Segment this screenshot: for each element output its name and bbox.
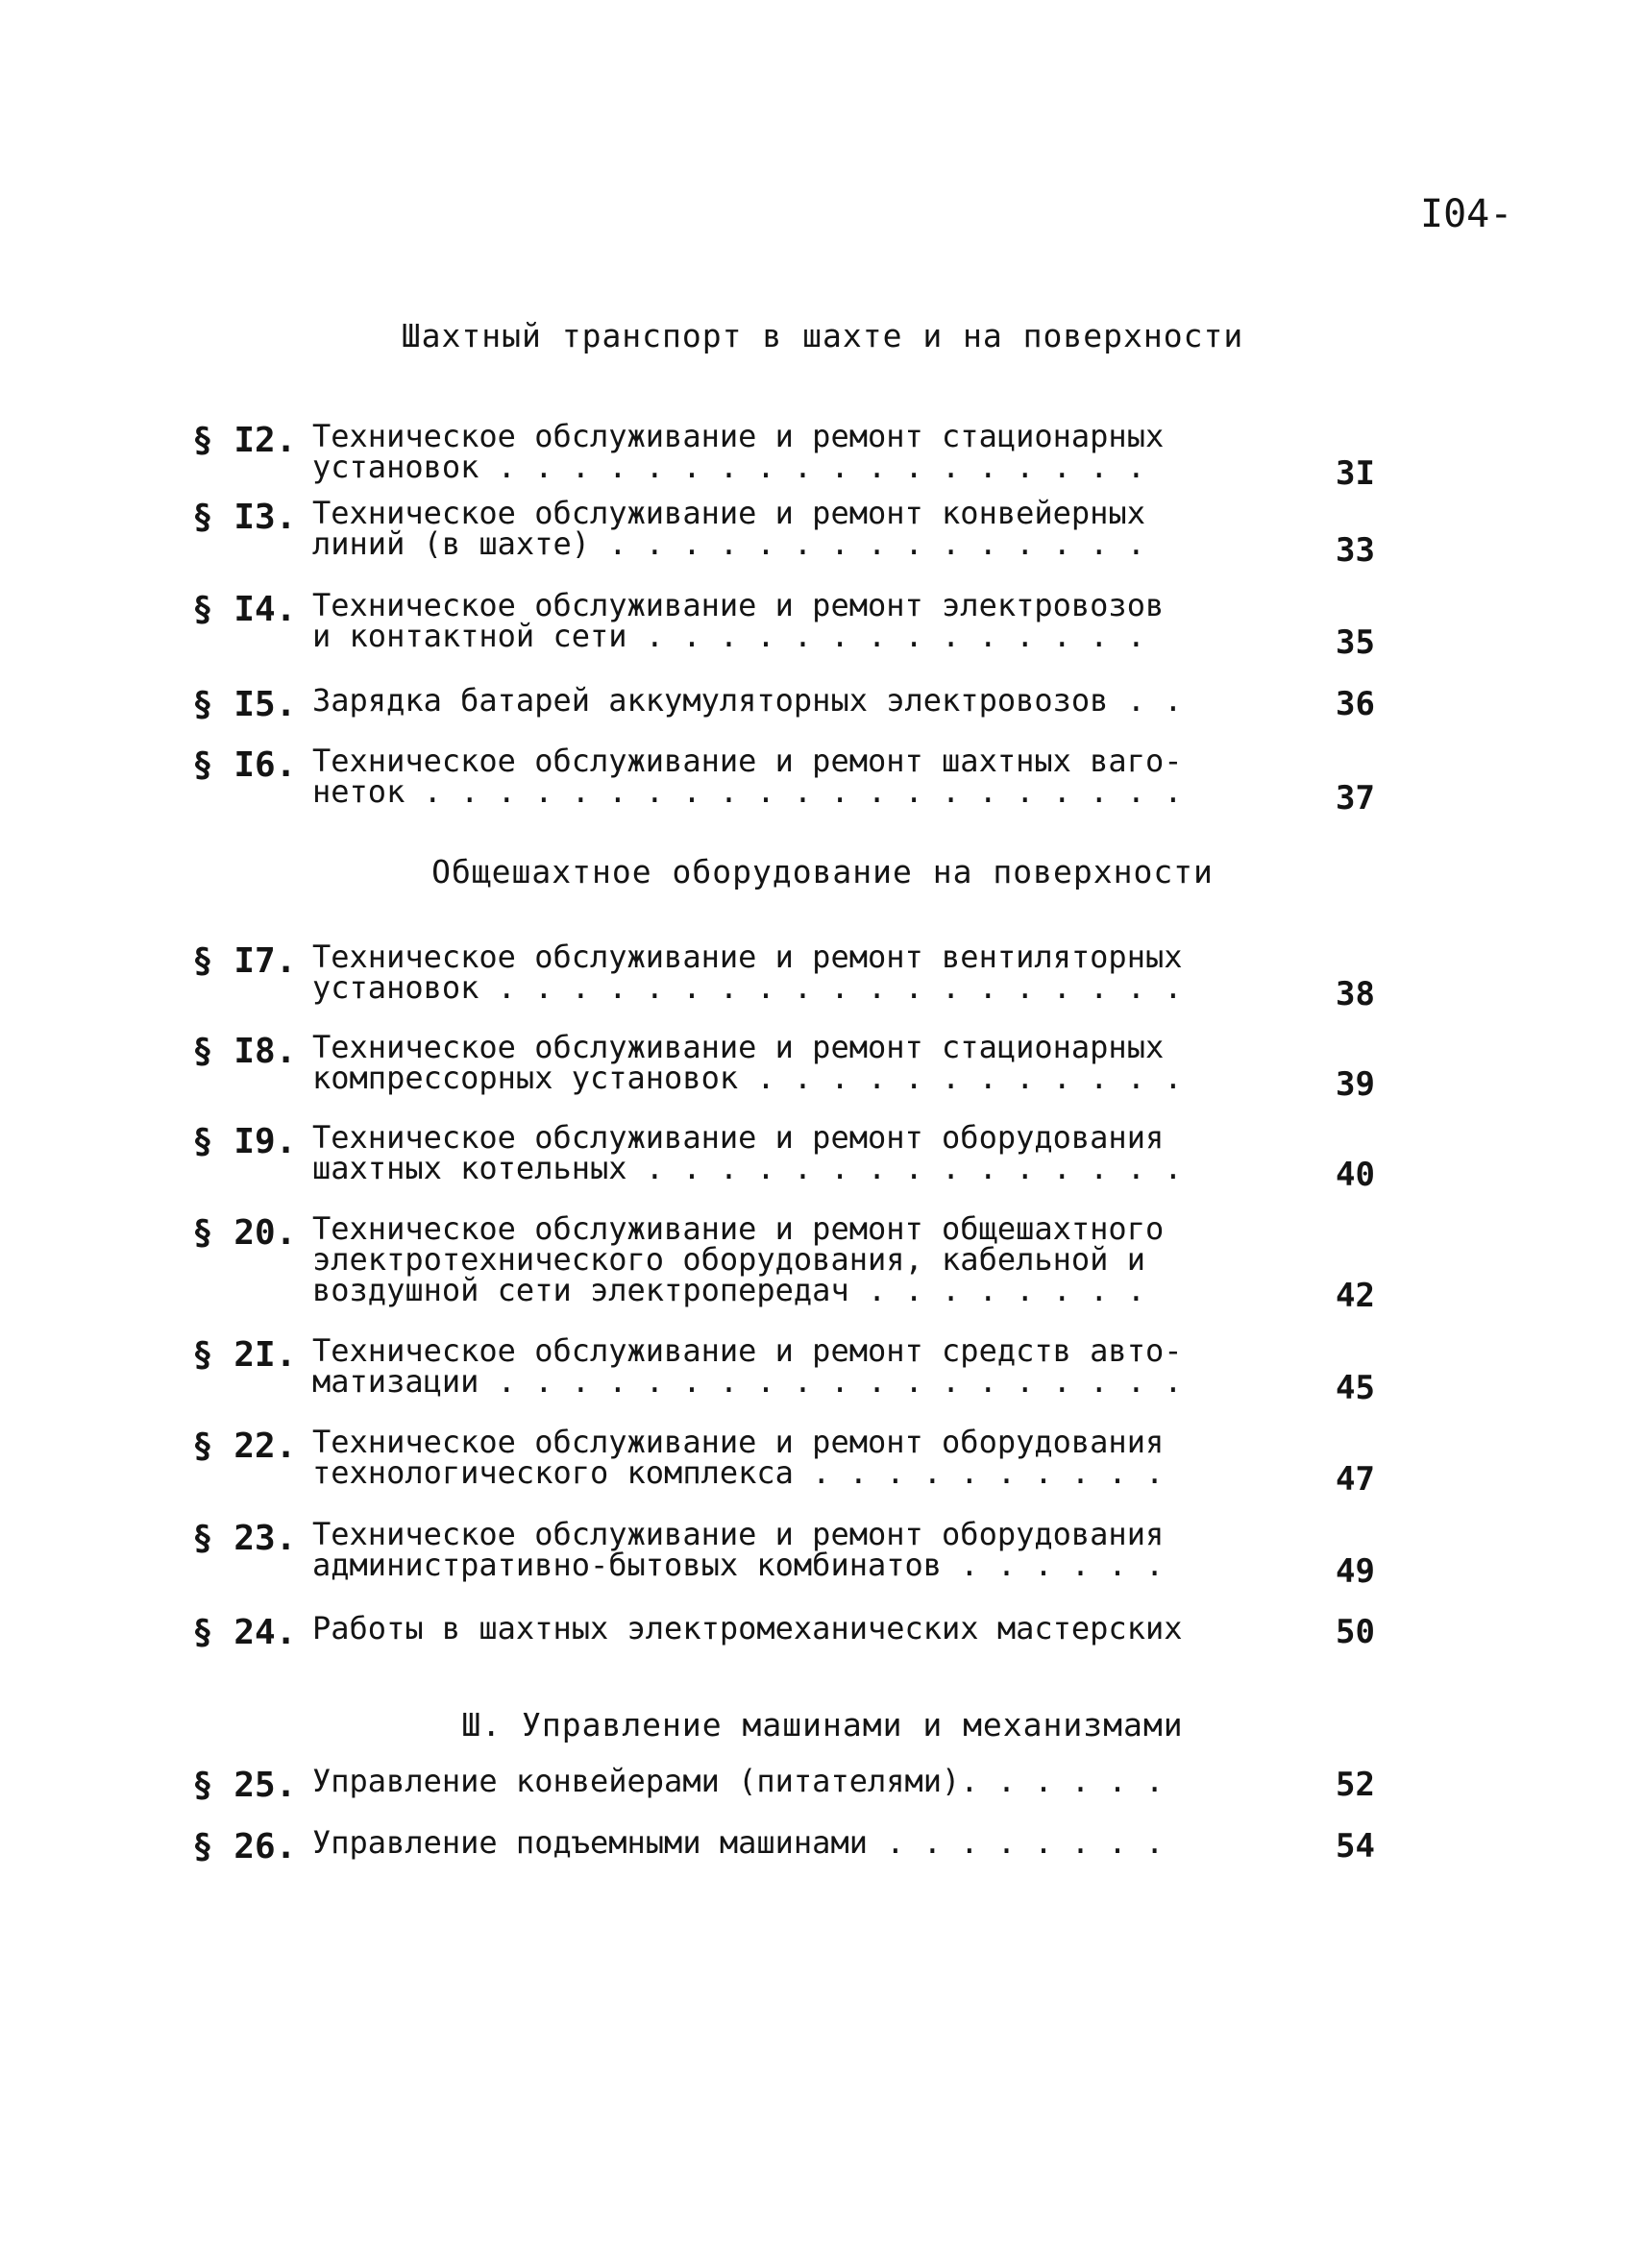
section-mark: § 23.	[192, 1519, 297, 1558]
entry-line: установок . . . . . . . . . . . . . . . . . .	[312, 449, 1145, 485]
section-mark: § I6.	[192, 745, 297, 785]
entry-text	[312, 743, 1302, 810]
entry-line: установок . . . . . . . . . . . . . . . . . . .	[312, 969, 1183, 1006]
section-mark: § I9.	[192, 1122, 297, 1161]
section-mark: § 20.	[192, 1213, 297, 1253]
entry-line: Управление конвейерами (питателями). . . . . .	[312, 1763, 1165, 1799]
entry-text	[312, 1424, 1302, 1491]
entry-line: Техническое обслуживание и ремонт шахтных ваго-	[312, 743, 1183, 779]
entry-page: 47	[1336, 1460, 1375, 1499]
entry-page: 45	[1336, 1369, 1375, 1407]
section-mark: § I3.	[192, 498, 297, 537]
entry-line: Техническое обслуживание и ремонт оборудования	[312, 1119, 1165, 1156]
entry-page: 38	[1336, 975, 1375, 1013]
entry-line: Зарядка батарей аккумуляторных электровозов . .	[312, 682, 1183, 719]
entry-line: Техническое обслуживание и ремонт стационарных	[312, 418, 1165, 454]
entry-text	[312, 1763, 1302, 1799]
page-number: I04-	[1420, 192, 1513, 236]
entry-line: Техническое обслуживание и ремонт средств авто-	[312, 1332, 1183, 1369]
section-mark: § I2.	[192, 421, 297, 460]
entry-line: линий (в шахте) . . . . . . . . . . . . . . .	[312, 525, 1145, 562]
entry-page: 39	[1336, 1065, 1375, 1104]
entry-text	[312, 1029, 1302, 1096]
section-mark: § I5.	[192, 685, 297, 724]
entry-text	[312, 939, 1302, 1006]
section-mark: § I8.	[192, 1032, 297, 1071]
section-mark: § 2I.	[192, 1335, 297, 1375]
entry-line: Техническое обслуживание и ремонт вентиляторных	[312, 939, 1183, 975]
entry-page: 36	[1336, 685, 1375, 723]
entry-text	[312, 418, 1302, 485]
entry-page: 49	[1336, 1552, 1375, 1591]
entry-line: Техническое обслуживание и ремонт общешахтного	[312, 1210, 1165, 1247]
entry-line: Техническое обслуживание и ремонт стационарных	[312, 1029, 1165, 1065]
section-heading-transport: Шахтный транспорт в шахте и на поверхности	[401, 317, 1244, 354]
entry-page: 33	[1336, 531, 1375, 570]
entry-line: неток . . . . . . . . . . . . . . . . . . . . .	[312, 773, 1183, 810]
entry-page: 3I	[1336, 454, 1375, 493]
entry-text	[312, 1210, 1302, 1308]
entry-text	[312, 682, 1302, 719]
section-mark: § 25.	[192, 1766, 297, 1805]
entry-line: электротехнического оборудования, кабельной и	[312, 1241, 1145, 1278]
toc-entry	[0, 1824, 1645, 1942]
entry-text	[312, 587, 1302, 654]
entry-line: и контактной сети . . . . . . . . . . . . . .	[312, 618, 1145, 654]
entry-line: административно-бытовых комбинатов . . . . . .	[312, 1547, 1165, 1583]
section-mark: § 22.	[192, 1427, 297, 1466]
entry-text	[312, 1824, 1302, 1861]
section-mark: § 26.	[192, 1827, 297, 1866]
entry-text	[312, 1332, 1302, 1400]
entry-text	[312, 1516, 1302, 1583]
entry-text	[312, 1610, 1302, 1646]
entry-line: Работы в шахтных электромеханических мастерских	[312, 1610, 1183, 1646]
entry-line: Техническое обслуживание и ремонт конвейерных	[312, 495, 1145, 531]
entry-page: 50	[1336, 1613, 1375, 1651]
entry-page: 40	[1336, 1156, 1375, 1194]
entry-line: компрессорных установок . . . . . . . . . . . .	[312, 1060, 1183, 1096]
toc-entry	[0, 745, 1645, 861]
section-mark: § 24.	[192, 1613, 297, 1652]
entry-line: Техническое обслуживание и ремонт оборудования	[312, 1516, 1165, 1552]
entry-page: 37	[1336, 779, 1375, 817]
entry-line: Техническое обслуживание и ремонт электровозов	[312, 587, 1165, 623]
entry-page: 52	[1336, 1766, 1375, 1804]
entry-line: Управление подъемными машинами . . . . . . . .	[312, 1824, 1165, 1861]
entry-page: 54	[1336, 1827, 1375, 1866]
entry-line: Техническое обслуживание и ремонт оборудования	[312, 1424, 1165, 1460]
section-mark: § I4.	[192, 590, 297, 629]
section-heading-machine-control: Ш. Управление машинами и механизмами	[461, 1706, 1184, 1744]
entry-line: матизации . . . . . . . . . . . . . . . . . . .	[312, 1363, 1183, 1400]
toc-entry	[0, 1210, 1645, 1329]
entry-page: 35	[1336, 623, 1375, 662]
entry-line: воздушной сети электропередач . . . . . . . .	[312, 1272, 1145, 1308]
entry-text	[312, 1119, 1302, 1186]
entry-line: технологического комплекса . . . . . . . . . .	[312, 1454, 1165, 1491]
section-heading-surface-equipment: Общешахтное оборудование на поверхности	[431, 853, 1214, 890]
entry-text	[312, 495, 1302, 562]
section-mark: § I7.	[192, 941, 297, 981]
entry-line: шахтных котельных . . . . . . . . . . . . . . .	[312, 1150, 1183, 1186]
entry-page: 42	[1336, 1277, 1375, 1315]
